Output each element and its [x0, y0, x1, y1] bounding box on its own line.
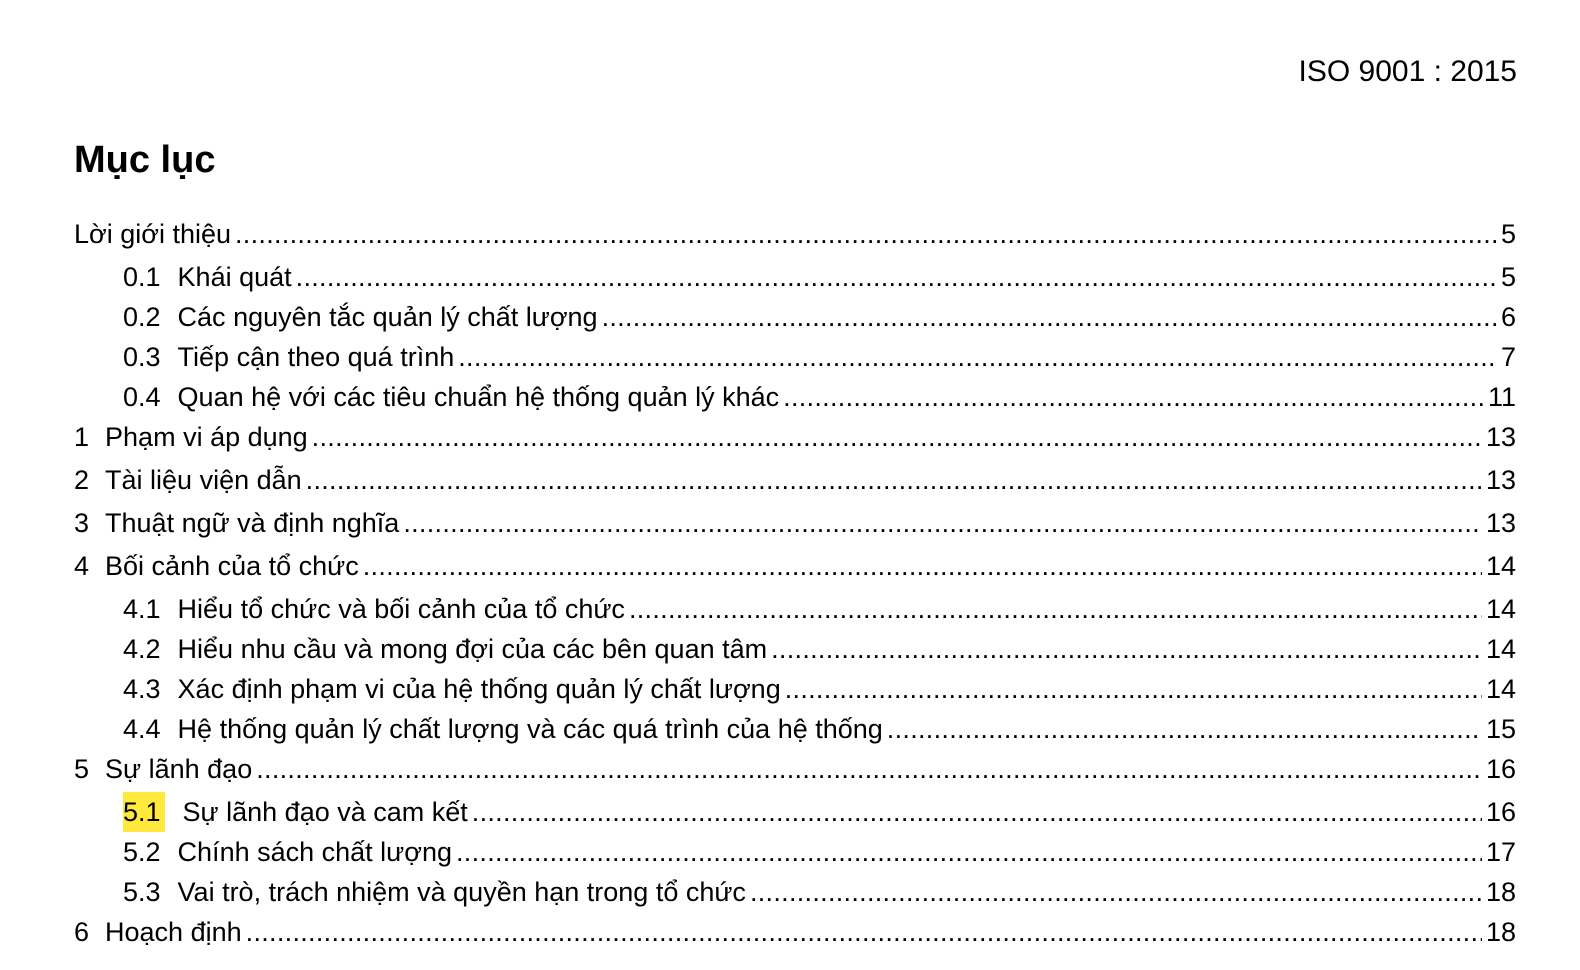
dot-leader	[235, 214, 1497, 254]
toc-page-number: 14	[1485, 551, 1516, 581]
toc-entry-text: Phạm vi áp dụng	[105, 422, 308, 452]
toc-entry-text: Tiếp cận theo quá trình	[177, 342, 455, 372]
toc-entry-number: 0.4	[123, 382, 161, 412]
dot-leader	[296, 257, 1497, 297]
toc-entry-5-1[interactable]	[74, 792, 1516, 832]
dot-leader	[363, 546, 1482, 586]
toc-entry-text: Xác định phạm vi của hệ thống quản lý chất lượng	[177, 674, 781, 704]
toc-entry-text: Hiểu tổ chức và bối cảnh của tổ chức	[177, 594, 625, 624]
dot-leader	[887, 709, 1482, 749]
toc-page-number: 11	[1487, 382, 1516, 412]
toc-page-number: 16	[1485, 797, 1516, 827]
dot-leader	[246, 912, 1482, 952]
toc-entry-number: 4.4	[123, 714, 161, 744]
toc-entry-text: Vai trò, trách nhiệm và quyền hạn trong tổ chức	[177, 877, 746, 907]
toc-entry-text: Hiểu nhu cầu và mong đợi của các bên quan tâm	[177, 634, 768, 664]
dot-leader	[458, 337, 1497, 377]
toc-entry-text: Hoạch định	[105, 917, 242, 947]
toc-entry-number: 5.2	[123, 837, 161, 867]
toc-page-number: 18	[1485, 917, 1516, 947]
dot-leader	[472, 792, 1482, 832]
toc-entry-text: Quan hệ với các tiêu chuẩn hệ thống quản lý khác	[177, 382, 780, 412]
toc-entry-4-1[interactable]	[74, 589, 1516, 629]
toc-entry-4-2[interactable]	[74, 629, 1516, 669]
toc-page-number: 13	[1485, 508, 1516, 538]
dot-leader	[783, 377, 1484, 417]
dot-leader	[602, 297, 1497, 337]
toc-entry-text: Chính sách chất lượng	[177, 837, 452, 867]
standard-header: ISO 9001 : 2015	[1298, 55, 1517, 88]
toc-entry-number: 0.2	[123, 302, 161, 332]
toc-entry-number: 5.3	[123, 877, 161, 907]
toc-page-number: 5	[1500, 219, 1516, 249]
dot-leader	[771, 629, 1482, 669]
toc-entry-3[interactable]	[74, 503, 1516, 546]
toc-entry-number: 3	[74, 508, 90, 538]
toc-entry-intro[interactable]	[74, 214, 1516, 257]
toc-entry-5-2[interactable]	[74, 832, 1516, 872]
toc-entry-number: 0.3	[123, 342, 161, 372]
toc-entry-0-4[interactable]	[74, 377, 1516, 417]
toc-page-number: 13	[1485, 422, 1516, 452]
toc-entry-number: 4	[74, 551, 90, 581]
toc-entry-0-2[interactable]	[74, 297, 1516, 337]
toc-entry-5-3[interactable]	[74, 872, 1516, 912]
toc-entry-number: 4.2	[123, 634, 161, 664]
toc-entry-text: Khái quát	[177, 262, 292, 292]
dot-leader	[456, 832, 1482, 872]
toc-entry-number: 2	[74, 465, 90, 495]
toc-entry-number: 1	[74, 422, 90, 452]
toc-page-number: 14	[1485, 594, 1516, 624]
dot-leader	[629, 589, 1482, 629]
dot-leader	[306, 460, 1482, 500]
toc-page-number: 13	[1485, 465, 1516, 495]
toc-entry-text: Sự lãnh đạo và cam kết	[182, 797, 468, 827]
toc-entry-6[interactable]	[74, 912, 1516, 955]
toc-page-number: 7	[1500, 342, 1516, 372]
toc-entry-0-3[interactable]	[74, 337, 1516, 377]
toc-entry-2[interactable]	[74, 460, 1516, 503]
toc-page-number: 6	[1500, 302, 1516, 332]
toc-entry-number: 5	[74, 754, 90, 784]
toc-entry-4[interactable]	[74, 546, 1516, 589]
toc-entry-1[interactable]	[74, 417, 1516, 460]
dot-leader	[750, 872, 1482, 912]
toc-page-number: 16	[1485, 754, 1516, 784]
toc-page-number: 18	[1485, 877, 1516, 907]
toc-entry-4-4[interactable]	[74, 709, 1516, 749]
toc-entry-text: Tài liệu viện dẫn	[105, 465, 302, 495]
toc-entry-text: Sự lãnh đạo	[105, 754, 253, 784]
toc-entry-number: 0.1	[123, 262, 161, 292]
highlighted-toc-number: 5.1	[123, 792, 165, 832]
dot-leader	[403, 503, 1482, 543]
dot-leader	[785, 669, 1482, 709]
toc-entry-text: Lời giới thiệu	[74, 219, 231, 249]
toc-entry-text: Bối cảnh của tổ chức	[105, 551, 359, 581]
toc-entry-text: Các nguyên tắc quản lý chất lượng	[177, 302, 598, 332]
toc-list	[74, 214, 1516, 955]
toc-entry-number: 4.3	[123, 674, 161, 704]
toc-page-number: 5	[1500, 262, 1516, 292]
dot-leader	[312, 417, 1482, 457]
toc-entry-number: 4.1	[123, 594, 161, 624]
toc-page-number: 14	[1485, 674, 1516, 704]
dot-leader	[256, 749, 1482, 789]
toc-entry-text: Hệ thống quản lý chất lượng và các quá trình của hệ thống	[177, 714, 883, 744]
toc-page-number: 14	[1485, 634, 1516, 664]
toc-entry-0-1[interactable]	[74, 257, 1516, 297]
toc-page-number: 15	[1485, 714, 1516, 744]
toc-page-number: 17	[1485, 837, 1516, 867]
toc-entry-4-3[interactable]	[74, 669, 1516, 709]
toc-entry-text: Thuật ngữ và định nghĩa	[105, 508, 400, 538]
toc-title: Mục lục	[74, 139, 216, 181]
toc-entry-5[interactable]	[74, 749, 1516, 792]
toc-entry-number: 6	[74, 917, 90, 947]
